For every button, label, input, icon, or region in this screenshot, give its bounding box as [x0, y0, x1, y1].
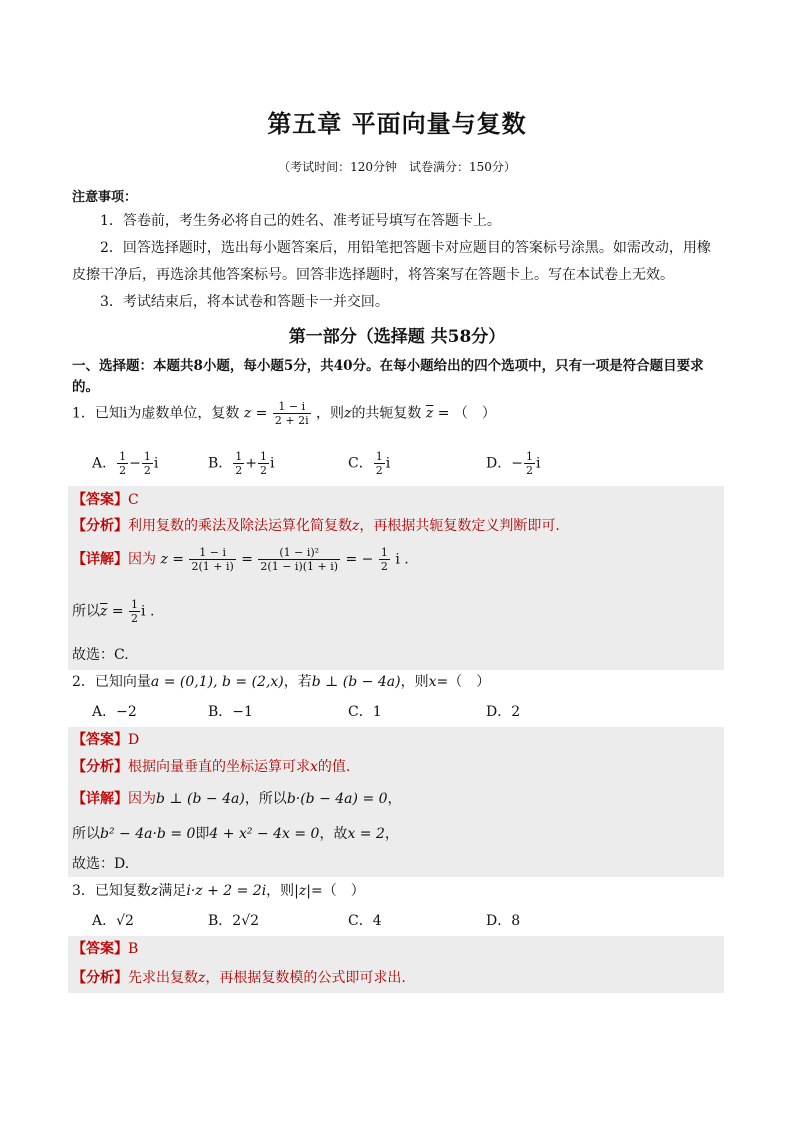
conclusion-line: 所以b² − 4a·b = 0即4 + x² − 4x = 0，故x = 2，	[72, 826, 399, 842]
detail-line: 【详解】因为b ⊥ (b − 4a)，所以b·(b − 4a) = 0，	[72, 791, 402, 807]
question-2-stem: 2．已知向量a = (0,1), b = (2,x)，若b ⊥ (b − 4a)，则x=（ ）	[72, 674, 491, 690]
section-instructions: 一、选择题：本题共8小题，每小题5分，共40分。在每小题给出的四个选项中，只有一项是符合题目要求的。	[72, 358, 704, 395]
option-a: A．√2	[92, 913, 134, 929]
analysis-line: 【分析】先求出复数z，再根据复数模的公式即可求出.	[72, 970, 406, 986]
conclusion-line: 所以$\overline{z}$ = $\frac{1}{2}$ i .	[72, 598, 155, 625]
choose-line: 故选：D.	[72, 856, 130, 872]
answer-line: 【答案】B	[72, 941, 139, 957]
option-d: D．− $\frac{1}{2}$ i	[486, 450, 541, 477]
option-a: A． $\frac{1}{2}$ − $\frac{1}{2}$ i	[92, 450, 159, 477]
note-item: 3．考试结束后，将本试卷和答题卡一并交回。	[100, 294, 389, 310]
question-1-stem: 1．已知i为虚数单位，复数 z = $\frac{1 - i}{2 + 2i}$ ，则z的共轭复数 $\overline{z}$ = （ ）	[72, 400, 496, 427]
fraction: $\frac{1 - i}{2 + 2i}$	[274, 400, 309, 427]
question-3-stem: 3．已知复数z满足i·z + 2 = 2i，则|z|=（ ）	[72, 883, 365, 899]
question-3-options	[92, 910, 722, 934]
answer-line: 【答案】C	[72, 492, 139, 508]
question-1-solution	[68, 486, 724, 670]
notes-list	[72, 208, 722, 316]
choose-line: 故选：C.	[72, 647, 129, 663]
option-d: D．2	[486, 704, 521, 720]
option-c: C．4	[348, 913, 382, 929]
analysis-line: 【分析】利用复数的乘法及除法运算化简复数z，再根据共轭复数定义判断即可.	[72, 518, 560, 534]
exam-info: （考试时间：120分钟 试卷满分：150分）	[278, 160, 516, 174]
option-b: B．2√2	[208, 913, 260, 929]
page-title: 第五章 平面向量与复数	[267, 109, 527, 138]
notes-heading: 注意事项：	[72, 190, 138, 205]
option-b: B． $\frac{1}{2}$ + $\frac{1}{2}$ i	[208, 450, 275, 477]
note-item: 2．回答选择题时，选出每小题答案后，用铅笔把答题卡对应题目的答案标号涂黑。如需改动，用橡皮擦干净后，再选涂其他答案标号。回答非选择题时，将答案写在答题卡上。写在本试卷上无效。	[72, 240, 711, 283]
option-c: C． $\frac{1}{2}$ i	[348, 450, 391, 477]
question-2-solution	[68, 727, 724, 877]
question-3-solution	[68, 936, 724, 993]
question-1-options	[92, 450, 722, 477]
analysis-line: 【分析】根据向量垂直的坐标运算可求x的值.	[72, 759, 351, 775]
option-c: C．1	[348, 704, 382, 720]
part-title: 第一部分（选择题 共58分）	[288, 327, 506, 347]
detail-line: 【详解】因为 z = $\frac{1 - i}{2(1 + i)}$ = $\frac{\text{(1 − i)²}}{2(1 - i)(1 + i)}$ = − $\frac{1}{2}$ i .	[72, 546, 409, 573]
option-b: B．−1	[208, 704, 253, 720]
answer-line: 【答案】D	[72, 732, 140, 748]
option-d: D．8	[486, 913, 521, 929]
option-a: A．−2	[92, 704, 137, 720]
note-item: 1．答卷前，考生务必将自己的姓名、准考证号填写在答题卡上。	[100, 213, 501, 229]
question-2-options	[92, 701, 722, 725]
